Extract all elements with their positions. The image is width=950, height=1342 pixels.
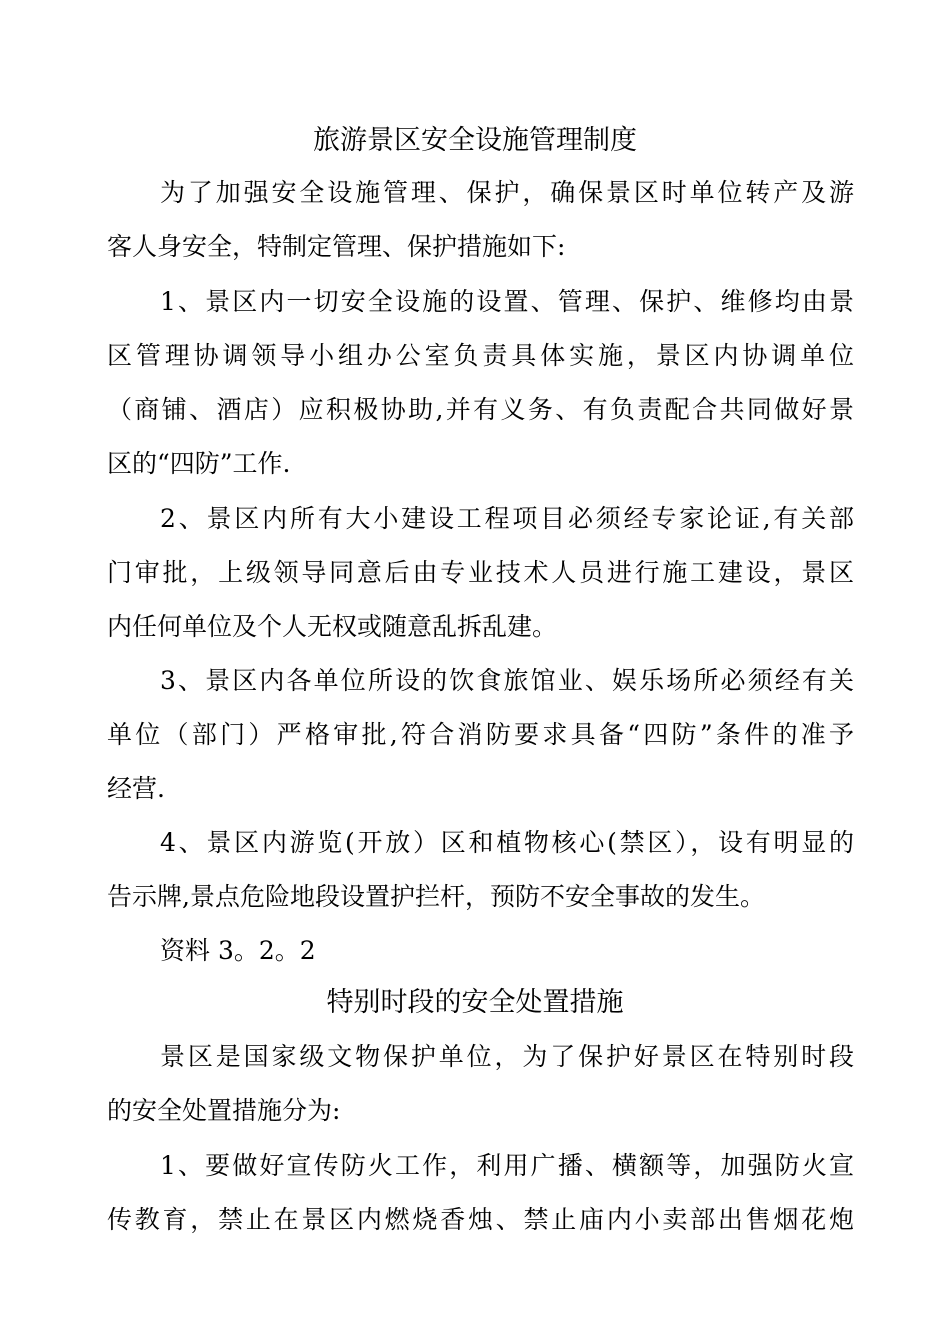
reference-label: 资料 3。2。2 bbox=[160, 936, 316, 965]
item-1-line: 区的“四防”工作. bbox=[107, 449, 291, 478]
measure-1-line: 传教育，禁止在景区内燃烧香烛、禁止庙内小卖部出售烟花炮 bbox=[107, 1205, 854, 1234]
intro-line: 客人身安全，特制定管理、保护措施如下: bbox=[107, 232, 566, 261]
item-3-line: 单位（部门）严格审批,符合消防要求具备“四防”条件的准予 bbox=[107, 720, 854, 749]
section-title-special-period-measures: 特别时段的安全处置措施 bbox=[326, 987, 624, 1018]
item-2-line: 门审批，上级领导同意后由专业技术人员进行施工建设，景区 bbox=[107, 558, 854, 587]
intro-line: 的安全处置措施分为: bbox=[107, 1096, 341, 1125]
intro-line: 景区是国家级文物保护单位，为了保护好景区在特别时段 bbox=[160, 1042, 854, 1071]
item-1-line: 1、景区内一切安全设施的设置、管理、保护、维修均由景 bbox=[160, 287, 854, 316]
intro-line: 为了加强安全设施管理、保护，确保景区时单位转产及游 bbox=[160, 178, 854, 207]
item-2-line: 内任何单位及个人无权或随意乱拆乱建。 bbox=[107, 612, 558, 641]
item-4-line: 4、景区内游览(开放）区和植物核心(禁区），设有明显的 bbox=[160, 828, 854, 857]
item-2-line: 2、景区内所有大小建设工程项目必须经专家论证,有关部 bbox=[160, 504, 854, 533]
item-1-line: 区管理协调领导小组办公室负责具体实施，景区内协调单位 bbox=[107, 341, 854, 370]
item-3-line: 3、景区内各单位所设的饮食旅馆业、娱乐场所必须经有关 bbox=[160, 666, 854, 695]
measure-1-line: 1、要做好宣传防火工作，利用广播、横额等，加强防火宣 bbox=[160, 1151, 854, 1180]
item-4-line: 告示牌,景点危险地段设置护拦杆，预防不安全事故的发生。 bbox=[107, 882, 765, 911]
item-1-line: （商铺、酒店）应积极协助,并有义务、有负责配合共同做好景 bbox=[107, 395, 854, 424]
section-title-facility-management: 旅游景区安全设施管理制度 bbox=[313, 125, 637, 156]
item-3-line: 经营. bbox=[107, 774, 165, 803]
